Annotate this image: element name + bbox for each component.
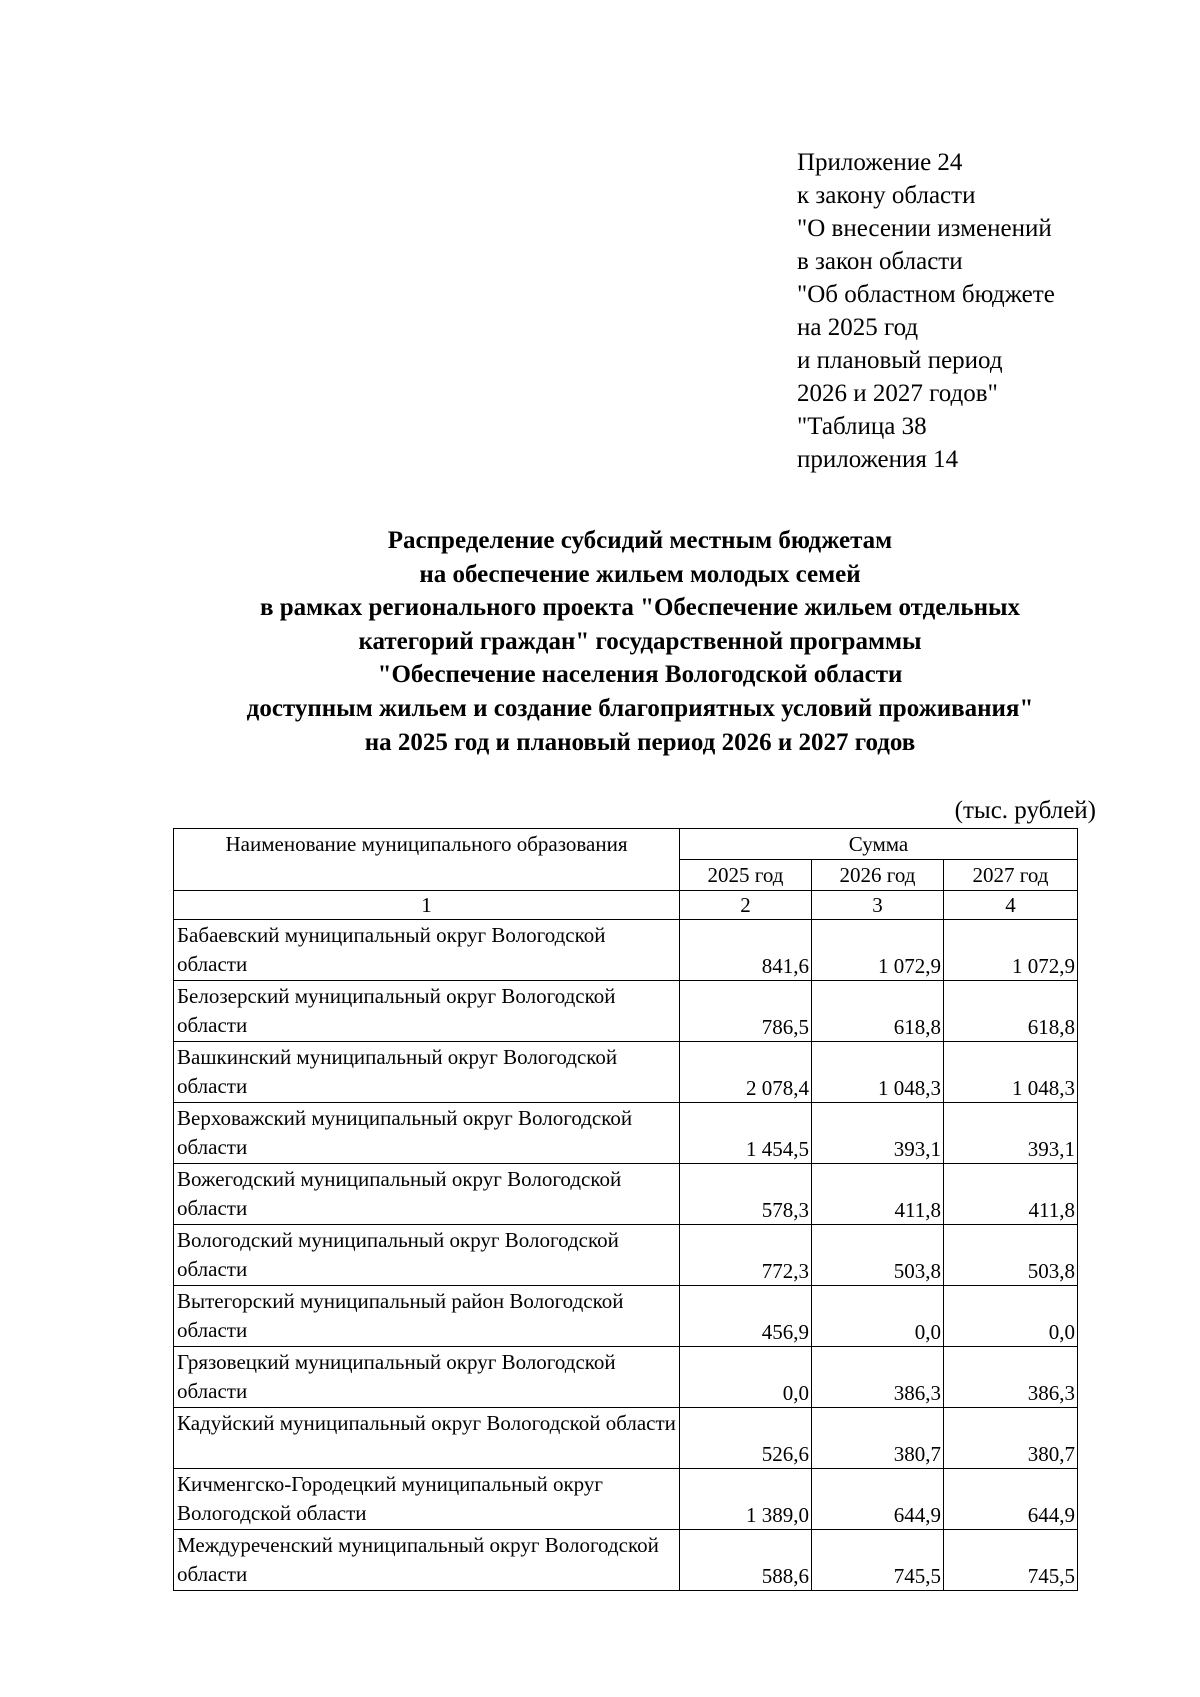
municipality-name: Белозерский муниципальный округ Вологодской области xyxy=(174,981,680,1042)
amount-2026: 1 048,3 xyxy=(812,1042,944,1103)
amount-2025: 578,3 xyxy=(680,1164,812,1225)
municipality-name: Кичменгско-Городецкий муниципальный округ Вологодской области xyxy=(174,1469,680,1530)
title-line: в рамках регионального проекта "Обеспечение жильем отдельных xyxy=(259,594,1021,622)
table-row xyxy=(174,1286,1078,1347)
amount-2027: 1 072,9 xyxy=(944,920,1078,981)
amount-2026: 0,0 xyxy=(812,1286,944,1347)
appendix-line: приложения 14 xyxy=(797,446,959,473)
amount-2027: 0,0 xyxy=(944,1286,1078,1347)
column-number: 2 xyxy=(680,891,812,920)
municipality-name: Верховажский муниципальный округ Вологодской области xyxy=(174,1103,680,1164)
table-row xyxy=(174,1469,1078,1530)
header-sum: Сумма xyxy=(680,829,1078,860)
table-row xyxy=(174,1164,1078,1225)
municipality-name: Вытегорский муниципальный район Вологодской области xyxy=(174,1286,680,1347)
amount-2027: 380,7 xyxy=(944,1408,1078,1469)
municipality-name: Междуреченский муниципальный округ Вологодской области xyxy=(174,1530,680,1591)
title-line: Распределение субсидий местным бюджетам xyxy=(387,527,893,554)
municipality-name: Вашкинский муниципальный округ Вологодской области xyxy=(174,1042,680,1103)
amount-2027: 393,1 xyxy=(944,1103,1078,1164)
title-line: "Обеспечение населения Вологодской области xyxy=(377,661,903,689)
amount-2027: 745,5 xyxy=(944,1530,1078,1591)
table-row xyxy=(174,1103,1078,1164)
amount-2026: 745,5 xyxy=(812,1530,944,1591)
header-numbers-row xyxy=(174,891,1078,920)
municipality-name: Бабаевский муниципальный округ Вологодской области xyxy=(174,920,680,981)
amount-2025: 841,6 xyxy=(680,920,812,981)
amount-2026: 503,8 xyxy=(812,1225,944,1286)
table-row xyxy=(174,1042,1078,1103)
appendix-block xyxy=(797,146,1055,476)
amount-2026: 644,9 xyxy=(812,1469,944,1530)
header-name: Наименование муниципального образования xyxy=(174,829,680,891)
amount-2026: 618,8 xyxy=(812,981,944,1042)
amount-2026: 380,7 xyxy=(812,1408,944,1469)
table-row xyxy=(174,1408,1078,1469)
amount-2025: 1 389,0 xyxy=(680,1469,812,1530)
title-line: доступным жильем и создание благоприятных условий проживания" xyxy=(246,694,1034,722)
amount-2025: 0,0 xyxy=(680,1347,812,1408)
amount-2025: 588,6 xyxy=(680,1530,812,1591)
amount-2027: 386,3 xyxy=(944,1347,1078,1408)
subsidy-table xyxy=(173,828,1078,1591)
table-row xyxy=(174,1530,1078,1591)
header-year: 2026 год xyxy=(812,860,944,891)
header-year: 2027 год xyxy=(944,860,1078,891)
table-row xyxy=(174,1347,1078,1408)
amount-2026: 386,3 xyxy=(812,1347,944,1408)
amount-2026: 1 072,9 xyxy=(812,920,944,981)
appendix-line: в закон области xyxy=(797,248,963,275)
column-number: 1 xyxy=(174,891,680,920)
amount-2027: 644,9 xyxy=(944,1469,1078,1530)
unit-label: (тыс. рублей) xyxy=(954,797,1096,824)
title-line: на 2025 год и плановый период 2026 и 2027 годов xyxy=(364,728,916,756)
appendix-line: и плановый период xyxy=(797,347,1003,374)
municipality-name: Грязовецкий муниципальный округ Вологодской области xyxy=(174,1347,680,1408)
municipality-name: Вожегодский муниципальный округ Вологодской области xyxy=(174,1164,680,1225)
appendix-line: к закону области xyxy=(797,182,976,209)
header-year: 2025 год xyxy=(680,860,812,891)
amount-2025: 786,5 xyxy=(680,981,812,1042)
amount-2027: 411,8 xyxy=(944,1164,1078,1225)
amount-2027: 618,8 xyxy=(944,981,1078,1042)
table-row xyxy=(174,1225,1078,1286)
table-row xyxy=(174,920,1078,981)
amount-2025: 2 078,4 xyxy=(680,1042,812,1103)
amount-2026: 393,1 xyxy=(812,1103,944,1164)
amount-2026: 411,8 xyxy=(812,1164,944,1225)
municipality-name: Вологодский муниципальный округ Вологодской области xyxy=(174,1225,680,1286)
amount-2025: 456,9 xyxy=(680,1286,812,1347)
municipality-name: Кадуйский муниципальный округ Вологодской области xyxy=(174,1408,680,1469)
title-line: категорий граждан" государственной программы xyxy=(358,627,922,655)
amount-2025: 1 454,5 xyxy=(680,1103,812,1164)
appendix-line: "Об областном бюджете xyxy=(797,281,1055,308)
amount-2025: 526,6 xyxy=(680,1408,812,1469)
amount-2027: 503,8 xyxy=(944,1225,1078,1286)
column-number: 3 xyxy=(812,891,944,920)
appendix-line: Приложение 24 xyxy=(797,149,963,176)
appendix-line: 2026 и 2027 годов" xyxy=(797,380,998,407)
document-title xyxy=(0,524,1200,759)
header-row xyxy=(174,829,1078,860)
column-number: 4 xyxy=(944,891,1078,920)
appendix-line: на 2025 год xyxy=(797,314,919,341)
title-line: на обеспечение жильем молодых семей xyxy=(419,560,861,588)
amount-2025: 772,3 xyxy=(680,1225,812,1286)
amount-2027: 1 048,3 xyxy=(944,1042,1078,1103)
appendix-line: "О внесении изменений xyxy=(797,215,1052,242)
table-row xyxy=(174,981,1078,1042)
appendix-line: "Таблица 38 xyxy=(797,413,927,440)
